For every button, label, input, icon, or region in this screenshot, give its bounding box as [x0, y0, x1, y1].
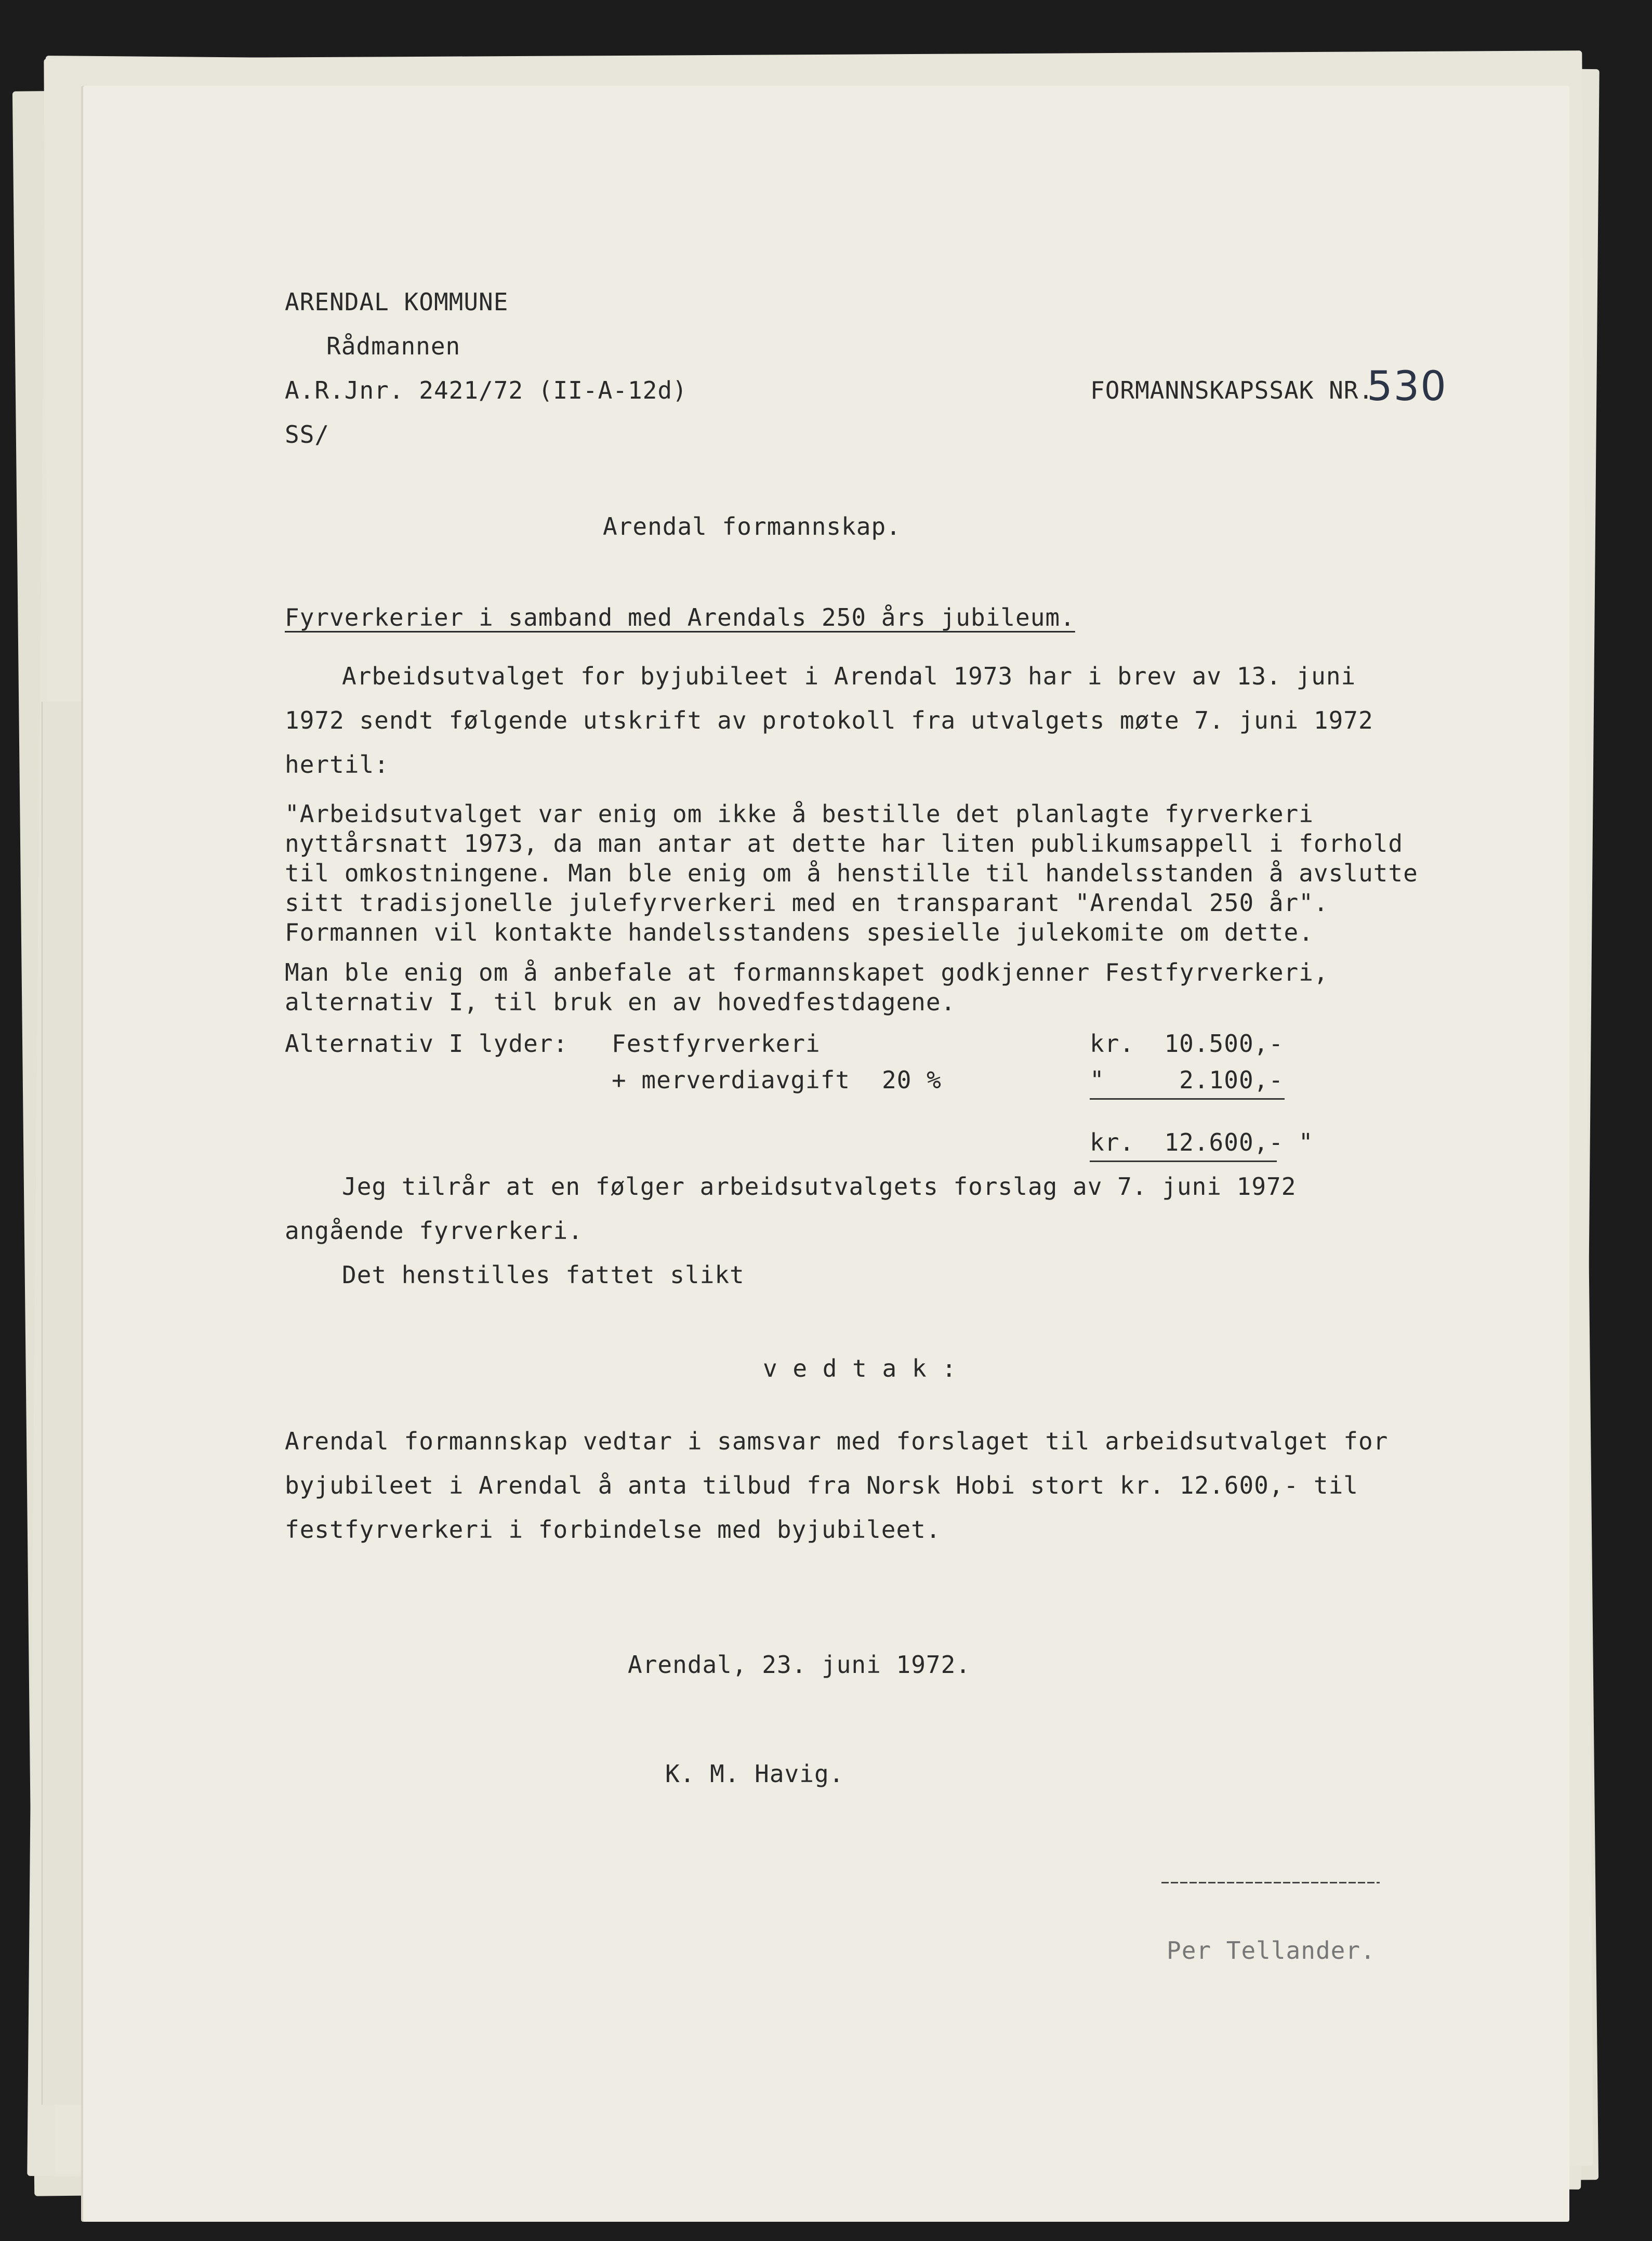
addressee: Arendal formannskap. — [603, 512, 901, 541]
vedtak-heading: v e d t a k : — [763, 1354, 957, 1382]
journal-reference: A.R.Jnr. 2421/72 (II-A-12d) — [285, 376, 688, 404]
cost-item: Festfyrverkeri — [612, 1030, 821, 1058]
vedtak-line: festfyrverkeri i forbindelse med byjubileet. — [285, 1515, 941, 1544]
quote-line: Formannen vil kontakte handelsstandens spesielle julekomite om dette. — [285, 918, 1314, 946]
cost-amount: kr. 10.500,- — [1090, 1030, 1284, 1058]
quote-line: sitt tradisjonelle julefyrverkeri med en transparant "Arendal 250 år". — [285, 889, 1329, 917]
document-page — [83, 86, 1569, 2222]
recommendation-line: Det henstilles fattet slikt — [342, 1261, 745, 1289]
total-rule — [1090, 1161, 1277, 1162]
cost-label: Alternativ I lyder: — [285, 1030, 569, 1058]
cost-amount: " 2.100,- — [1090, 1066, 1284, 1094]
department: Rådmannen — [326, 332, 461, 360]
subject-heading: Fyrverkerier i samband med Arendals 250 års jubileum. — [285, 603, 1075, 631]
signer-name: K. M. Havig. — [665, 1760, 844, 1788]
sum-rule — [1090, 1098, 1285, 1100]
case-number-handwritten: 530 — [1367, 363, 1447, 410]
vedtak-line: Arendal formannskap vedtar i samsvar med forslaget til arbeidsutvalget for — [285, 1427, 1389, 1455]
cost-total: kr. 12.600,- " — [1090, 1128, 1314, 1156]
case-label: FORMANNSKAPSSAK NR. — [1090, 376, 1374, 404]
quote-line: Man ble enig om å anbefale at formannskapet godkjenner Festfyrverkeri, — [285, 958, 1329, 986]
recommendation-line: Jeg tilrår at en følger arbeidsutvalgets forslag av 7. juni 1972 — [342, 1172, 1297, 1201]
intro-line: Arbeidsutvalget for byjubileet i Arendal 1973 har i brev av 13. juni — [342, 662, 1356, 690]
vat-rate: 20 % — [882, 1066, 942, 1094]
quote-line: til omkostningene. Man ble enig om å henstille til handelsstanden å avslutte — [285, 859, 1418, 887]
cost-item: + merverdiavgift — [612, 1066, 851, 1094]
intro-line: 1972 sendt følgende utskrift av protokoll fra utvalgets møte 7. juni 1972 — [285, 706, 1373, 734]
quote-line: nyttårsnatt 1973, da man antar at dette har liten publikumsappell i forhold — [285, 829, 1404, 858]
initials: SS/ — [285, 420, 330, 449]
org-name: ARENDAL KOMMUNE — [285, 288, 509, 316]
intro-line: hertil: — [285, 750, 389, 779]
recommendation-line: angående fyrverkeri. — [285, 1217, 583, 1245]
second-signer-name: Per Tellander. — [1167, 1936, 1376, 1965]
quote-line: "Arbeidsutvalget var enig om ikke å bestille det planlagte fyrverkeri — [285, 800, 1314, 828]
vedtak-line: byjubileet i Arendal å anta tilbud fra Norsk Hobi stort kr. 12.600,- til — [285, 1471, 1358, 1499]
date-line: Arendal, 23. juni 1972. — [628, 1651, 971, 1679]
quote-line: alternativ I, til bruk en av hovedfestdagene. — [285, 988, 956, 1016]
signature-line — [1161, 1882, 1380, 1883]
